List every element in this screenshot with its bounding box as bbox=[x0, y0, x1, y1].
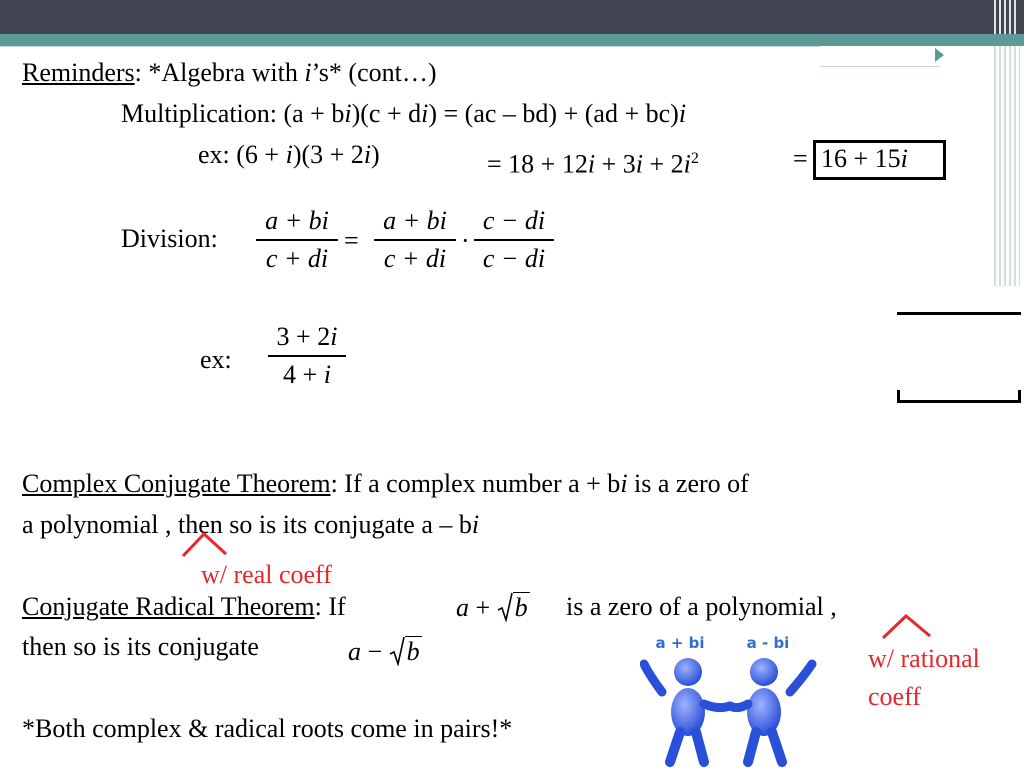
division-fraction-2: a + bi c + di bbox=[374, 206, 456, 274]
multiplication-rule: Multiplication: (a + bi)(c + di) = (ac – bd) + (ad + bc)i bbox=[121, 99, 687, 128]
mascot-left-label: a + bi bbox=[655, 634, 705, 652]
real-coeff-note: w/ real coeff bbox=[201, 560, 332, 589]
caret-insert-icon bbox=[180, 530, 230, 558]
sqrt-icon-2 bbox=[389, 636, 405, 666]
slide-title: Reminders: *Algebra with i’s* (cont…) bbox=[22, 58, 437, 87]
division-fraction-1: a + bi c + di bbox=[256, 206, 338, 274]
example1-expression: ex: (6 + i)(3 + 2i) bbox=[198, 140, 380, 169]
teal-arrow-icon bbox=[935, 48, 944, 62]
decorative-stripes bbox=[994, 0, 1016, 34]
division-label: Division: bbox=[121, 224, 218, 253]
answer-blank-bracket bbox=[897, 390, 1021, 403]
division-dot: · bbox=[461, 226, 470, 255]
header-rule bbox=[0, 46, 820, 47]
header-rule-step bbox=[820, 46, 940, 67]
example1-equals: = bbox=[793, 144, 808, 173]
rational-coeff-note-line2: coeff bbox=[868, 682, 921, 711]
answer-blank-line bbox=[897, 312, 1021, 315]
radical-expression-1: a + b bbox=[456, 593, 528, 622]
decorative-side-stripes bbox=[994, 46, 1020, 286]
caret-insert-icon-2 bbox=[880, 612, 936, 640]
teal-band bbox=[0, 34, 1024, 46]
radical-expression-2: a − b bbox=[348, 637, 420, 666]
radical-theorem-line1: Conjugate Radical Theorem: If bbox=[22, 592, 346, 621]
example1-step: = $18 + 12i + 3i + 2i^2$ bbox=[487, 149, 699, 179]
example2-fraction: 3 + 2i 4 + i bbox=[268, 322, 346, 390]
radical-theorem-title: Conjugate Radical Theorem bbox=[22, 592, 315, 621]
pairs-statement: *Both complex & radical roots come in pairs!* bbox=[22, 714, 513, 743]
mascot-right-figure bbox=[730, 658, 812, 762]
mascot-left-figure bbox=[644, 658, 730, 762]
radical-theorem-line2: then so is its conjugate bbox=[22, 632, 259, 661]
mascot-right-label: a - bi bbox=[746, 634, 790, 652]
complex-theorem-title: Complex Conjugate Theorem bbox=[22, 469, 331, 498]
reminders-label: Reminders bbox=[22, 58, 135, 87]
conjugate-pair-mascot-icon bbox=[640, 630, 820, 768]
complex-theorem-line1: Complex Conjugate Theorem: If a complex number a + bi is a zero of bbox=[22, 469, 749, 498]
division-equals: = bbox=[344, 226, 359, 255]
example1-answer: 16 + 15i bbox=[821, 144, 908, 173]
division-fraction-3: c − di c − di bbox=[474, 206, 554, 274]
slide-top-bar bbox=[0, 0, 1024, 34]
complex-theorem-line2: a polynomial , then so is its conjugate a – bi bbox=[22, 510, 480, 539]
sqrt-icon bbox=[497, 592, 513, 622]
example2-label: ex: bbox=[200, 345, 232, 374]
radical-theorem-line1-tail: is a zero of a polynomial , bbox=[566, 592, 837, 621]
rational-coeff-note-line1: w/ rational bbox=[868, 644, 980, 673]
